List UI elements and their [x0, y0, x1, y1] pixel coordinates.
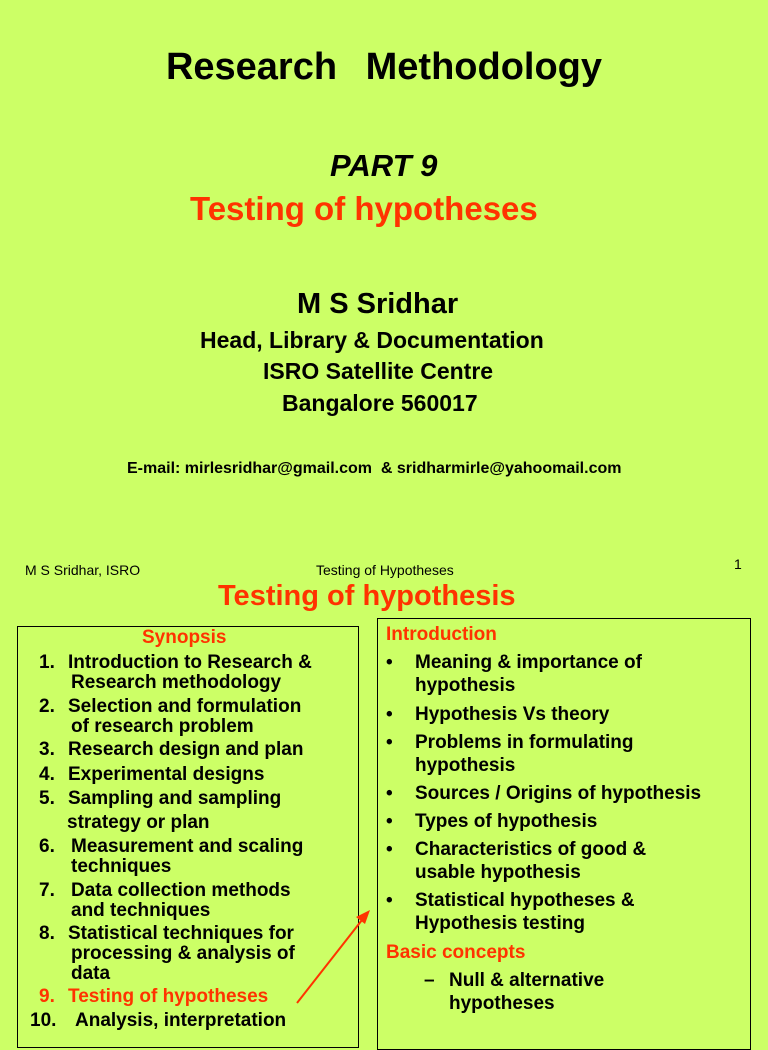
bullet-icon: • [386, 839, 393, 860]
bullet-text-cont: Hypothesis testing [415, 913, 585, 934]
synopsis-item-text-cont: data [71, 963, 111, 984]
synopsis-item-number: 7. [39, 880, 55, 901]
slide2-title: Testing of hypothesis [218, 580, 516, 612]
footer-title: Testing of Hypotheses [316, 562, 454, 578]
slide-subtitle: Testing of hypotheses [190, 190, 538, 227]
bullet-icon: • [386, 811, 393, 832]
part-label: PART 9 [330, 148, 438, 183]
bullet-icon: • [386, 704, 393, 725]
synopsis-item-number: 6. [39, 836, 55, 857]
basic-concepts-heading: Basic concepts [386, 942, 526, 963]
synopsis-item-number: 8. [39, 923, 55, 944]
synopsis-item-text: Data collection methods [71, 880, 291, 901]
synopsis-heading: Synopsis [142, 627, 227, 648]
synopsis-item-text-cont: and techniques [71, 900, 211, 921]
slide-title: Research Methodology [165, 46, 603, 88]
affiliation-line-1: Head, Library & Documentation [200, 327, 544, 353]
bullet-text: Statistical hypotheses & [415, 890, 635, 911]
synopsis-item-text: Introduction to Research & [68, 652, 312, 673]
bullet-text: Types of hypothesis [415, 811, 598, 832]
bullet-text: Characteristics of good & [415, 839, 647, 860]
synopsis-item-text: Sampling and sampling [68, 788, 282, 809]
affiliation-line-3: Bangalore 560017 [282, 390, 478, 416]
affiliation-line-2: ISRO Satellite Centre [263, 358, 494, 384]
synopsis-item-number: 9. [39, 986, 55, 1007]
synopsis-item-text-cont: techniques [71, 856, 172, 877]
synopsis-item-text: Selection and formulation [68, 696, 302, 717]
introduction-heading: Introduction [386, 624, 497, 645]
bullet-text: Sources / Origins of hypothesis [415, 783, 702, 804]
synopsis-item-number: 1. [39, 652, 55, 673]
author-name: M S Sridhar [297, 288, 459, 320]
synopsis-item-text: Research design and plan [68, 739, 304, 760]
synopsis-item-text: Statistical techniques for [68, 923, 294, 944]
dash-icon: – [424, 970, 435, 991]
bullet-text: Problems in formulating [415, 732, 634, 753]
bullet-text: Hypothesis Vs theory [415, 704, 610, 725]
synopsis-item-text: Experimental designs [68, 764, 265, 785]
bullet-text-cont: usable hypothesis [415, 862, 581, 883]
synopsis-item-text: Testing of hypotheses [68, 986, 269, 1007]
synopsis-item-text-cont: strategy or plan [67, 812, 210, 833]
sub-bullet-text-cont: hypotheses [449, 993, 555, 1014]
footer-author: M S Sridhar, ISRO [25, 562, 141, 578]
bullet-text-cont: hypothesis [415, 755, 516, 776]
synopsis-item-number: 2. [39, 696, 55, 717]
email-line: E-mail: mirlesridhar@gmail.com & sridharmirle@yahoomail.com [127, 460, 622, 477]
synopsis-item-number: 4. [39, 764, 55, 785]
synopsis-item-text-cont: of research problem [71, 716, 254, 737]
synopsis-item-text-cont: processing & analysis of [71, 943, 295, 964]
bullet-icon: • [386, 652, 393, 673]
synopsis-item-text: Measurement and scaling [71, 836, 304, 857]
synopsis-item-number: 3. [39, 739, 55, 760]
synopsis-item-text-cont: Research methodology [71, 672, 282, 693]
bullet-icon: • [386, 890, 393, 911]
bullet-icon: • [386, 732, 393, 753]
bullet-text: Meaning & importance of [415, 652, 642, 673]
bullet-text-cont: hypothesis [415, 675, 516, 696]
page-number: 1 [734, 556, 742, 572]
synopsis-item-text: Analysis, interpretation [75, 1010, 287, 1031]
synopsis-item-number: 5. [39, 788, 55, 809]
bullet-icon: • [386, 783, 393, 804]
synopsis-item-number: 10. [30, 1010, 57, 1031]
sub-bullet-text: Null & alternative [449, 970, 605, 991]
